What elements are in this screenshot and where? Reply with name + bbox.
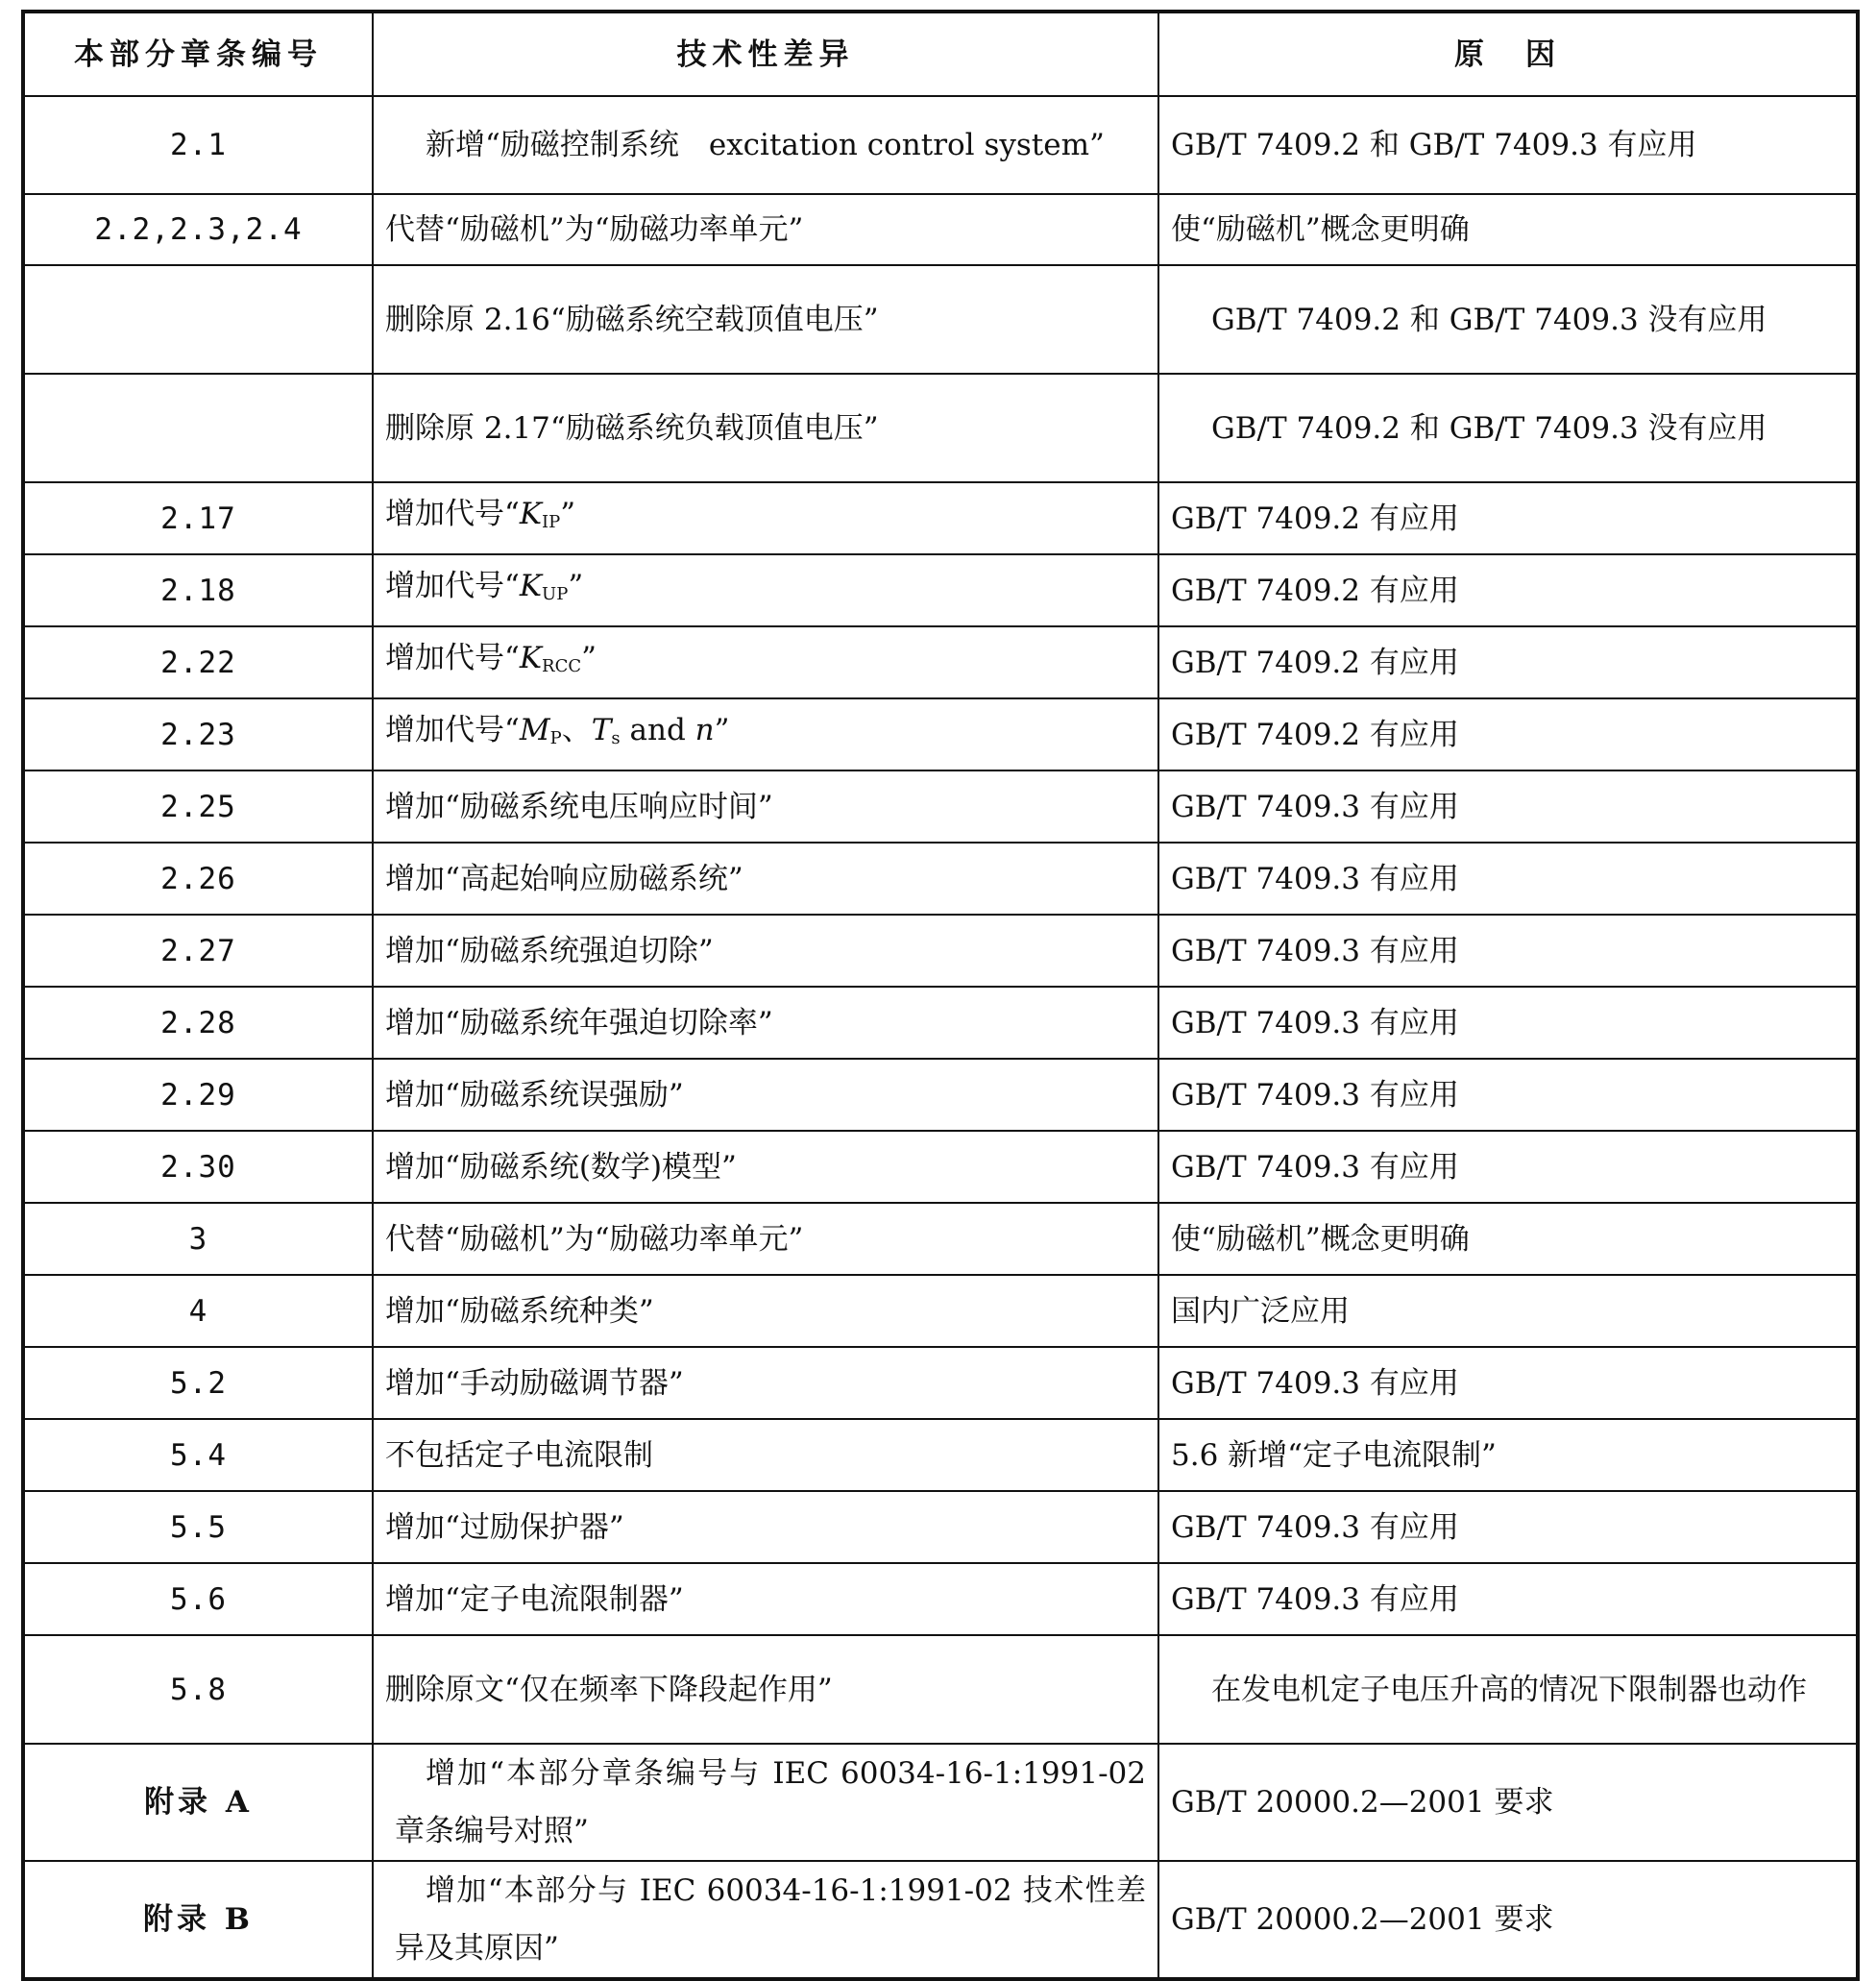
- difference-cell: 增加“本部分章条编号与 IEC 60034-16-1:1991-02 章条编号对照”: [373, 1744, 1158, 1861]
- difference-cell: 增加“本部分与 IEC 60034-16-1:1991-02 技术性差异及其原因”: [373, 1861, 1158, 1979]
- table-row: [23, 374, 1858, 482]
- reason-cell: 5.6 新增“定子电流限制”: [1158, 1419, 1858, 1491]
- table-row: [23, 1635, 1858, 1744]
- difference-cell: 增加“励磁系统强迫切除”: [373, 915, 1158, 987]
- table-row: [23, 1563, 1858, 1635]
- table-row: [23, 265, 1858, 374]
- table-row: [23, 194, 1858, 265]
- clause-cell: 5.2: [23, 1347, 373, 1419]
- difference-cell: 增加“励磁系统(数学)模型”: [373, 1131, 1158, 1203]
- difference-cell: 增加“励磁系统误强励”: [373, 1059, 1158, 1131]
- table-row: [23, 1491, 1858, 1563]
- clause-cell: 2.30: [23, 1131, 373, 1203]
- clause-cell: 2.25: [23, 770, 373, 843]
- symbol-subscript: RCC: [542, 656, 582, 676]
- clause-cell: 2.1: [23, 96, 373, 194]
- symbol-separator: 、: [561, 713, 592, 747]
- difference-suffix: ”: [560, 497, 576, 531]
- header-technical-difference: 技术性差异: [373, 12, 1158, 96]
- header-row: [23, 12, 1858, 96]
- reason-cell: GB/T 7409.3 有应用: [1158, 843, 1858, 915]
- reason-cell: GB/T 7409.2 有应用: [1158, 482, 1858, 554]
- table-row: [23, 915, 1858, 987]
- table-row: [23, 843, 1858, 915]
- difference-cell: 新增“励磁控制系统 excitation control system”: [373, 96, 1158, 194]
- table-row: [23, 1203, 1858, 1275]
- difference-prefix: 增加代号“: [385, 641, 520, 675]
- difference-cell: [373, 626, 1158, 698]
- difference-cell: 不包括定子电流限制: [373, 1419, 1158, 1491]
- difference-cell: 删除原 2.17“励磁系统负载顶值电压”: [373, 374, 1158, 482]
- clause-cell: 2.26: [23, 843, 373, 915]
- reason-cell: GB/T 7409.2 有应用: [1158, 554, 1858, 626]
- clause-cell: 5.4: [23, 1419, 373, 1491]
- reason-cell: GB/T 7409.3 有应用: [1158, 1131, 1858, 1203]
- difference-prefix: 增加代号“: [385, 569, 520, 603]
- table-row: [23, 554, 1858, 626]
- technical-differences-table: [21, 10, 1860, 1981]
- table-row: [23, 626, 1858, 698]
- reason-cell: GB/T 7409.2 有应用: [1158, 626, 1858, 698]
- reason-cell: GB/T 7409.3 有应用: [1158, 1563, 1858, 1635]
- clause-cell: 3: [23, 1203, 373, 1275]
- difference-suffix: ”: [581, 641, 597, 675]
- reason-cell: GB/T 7409.3 有应用: [1158, 915, 1858, 987]
- reason-cell: GB/T 20000.2—2001 要求: [1158, 1744, 1858, 1861]
- difference-cell: [373, 554, 1158, 626]
- symbol-subscript: IP: [542, 512, 561, 532]
- symbol: K: [519, 569, 543, 603]
- clause-cell: [23, 374, 373, 482]
- reason-cell: 使“励磁机”概念更明确: [1158, 194, 1858, 265]
- table-row: [23, 770, 1858, 843]
- difference-prefix: 增加代号“: [385, 497, 520, 531]
- reason-cell: GB/T 7409.3 有应用: [1158, 1491, 1858, 1563]
- symbol: n: [694, 713, 715, 747]
- difference-cell: 增加“励磁系统年强迫切除率”: [373, 987, 1158, 1059]
- table-row: [23, 1419, 1858, 1491]
- clause-cell: 5.5: [23, 1491, 373, 1563]
- clause-cell: 2.18: [23, 554, 373, 626]
- difference-cell: 增加“励磁系统电压响应时间”: [373, 770, 1158, 843]
- clause-cell: 2.22: [23, 626, 373, 698]
- difference-cell: 删除原 2.16“励磁系统空载顶值电压”: [373, 265, 1158, 374]
- clause-cell: 附录 B: [23, 1861, 373, 1979]
- reason-cell: GB/T 7409.2 和 GB/T 7409.3 没有应用: [1158, 374, 1858, 482]
- table-row: [23, 96, 1858, 194]
- symbol: T: [591, 713, 612, 747]
- difference-cell: 增加“高起始响应励磁系统”: [373, 843, 1158, 915]
- difference-prefix: 增加代号“: [385, 713, 520, 747]
- difference-cell: 删除原文“仅在频率下降段起作用”: [373, 1635, 1158, 1744]
- difference-cell: [373, 698, 1158, 770]
- reason-cell: GB/T 20000.2—2001 要求: [1158, 1861, 1858, 1979]
- table-row: [23, 1059, 1858, 1131]
- reason-cell: GB/T 7409.3 有应用: [1158, 1059, 1858, 1131]
- reason-cell: GB/T 7409.2 有应用: [1158, 698, 1858, 770]
- table-row: [23, 1131, 1858, 1203]
- difference-suffix: ”: [568, 569, 584, 603]
- header-reason: 原 因: [1158, 12, 1858, 96]
- clause-cell: 4: [23, 1275, 373, 1347]
- difference-suffix: ”: [714, 713, 730, 747]
- clause-cell: 2.29: [23, 1059, 373, 1131]
- clause-cell: 附录 A: [23, 1744, 373, 1861]
- reason-cell: GB/T 7409.3 有应用: [1158, 770, 1858, 843]
- reason-cell: 国内广泛应用: [1158, 1275, 1858, 1347]
- difference-cell: 增加“励磁系统种类”: [373, 1275, 1158, 1347]
- clause-cell: 2.27: [23, 915, 373, 987]
- symbol-subscript: s: [611, 728, 621, 748]
- symbol-conjunction: and: [620, 713, 695, 747]
- difference-cell: 代替“励磁机”为“励磁功率单元”: [373, 1203, 1158, 1275]
- table-row: [23, 482, 1858, 554]
- reason-cell: GB/T 7409.3 有应用: [1158, 1347, 1858, 1419]
- reason-cell: GB/T 7409.2 和 GB/T 7409.3 没有应用: [1158, 265, 1858, 374]
- difference-cell: 增加“定子电流限制器”: [373, 1563, 1158, 1635]
- symbol: K: [519, 497, 543, 531]
- table-row: [23, 1275, 1858, 1347]
- clause-cell: 2.17: [23, 482, 373, 554]
- table-row: [23, 698, 1858, 770]
- clause-cell: 5.6: [23, 1563, 373, 1635]
- symbol: K: [519, 641, 543, 675]
- difference-cell: 增加“手动励磁调节器”: [373, 1347, 1158, 1419]
- difference-cell: 增加“过励保护器”: [373, 1491, 1158, 1563]
- header-clause-number: 本部分章条编号: [23, 12, 373, 96]
- reason-cell: 使“励磁机”概念更明确: [1158, 1203, 1858, 1275]
- clause-cell: 5.8: [23, 1635, 373, 1744]
- symbol: M: [519, 713, 550, 747]
- reason-cell: 在发电机定子电压升高的情况下限制器也动作: [1158, 1635, 1858, 1744]
- difference-cell: [373, 482, 1158, 554]
- symbol-subscript: P: [549, 728, 562, 748]
- clause-cell: 2.23: [23, 698, 373, 770]
- table-row: [23, 1347, 1858, 1419]
- table-row: [23, 1861, 1858, 1979]
- reason-cell: GB/T 7409.3 有应用: [1158, 987, 1858, 1059]
- reason-cell: GB/T 7409.2 和 GB/T 7409.3 有应用: [1158, 96, 1858, 194]
- clause-cell: 2.2,2.3,2.4: [23, 194, 373, 265]
- table-row: [23, 987, 1858, 1059]
- table-row: [23, 1744, 1858, 1861]
- clause-cell: 2.28: [23, 987, 373, 1059]
- difference-cell: 代替“励磁机”为“励磁功率单元”: [373, 194, 1158, 265]
- symbol-subscript: UP: [542, 584, 569, 604]
- clause-cell: [23, 265, 373, 374]
